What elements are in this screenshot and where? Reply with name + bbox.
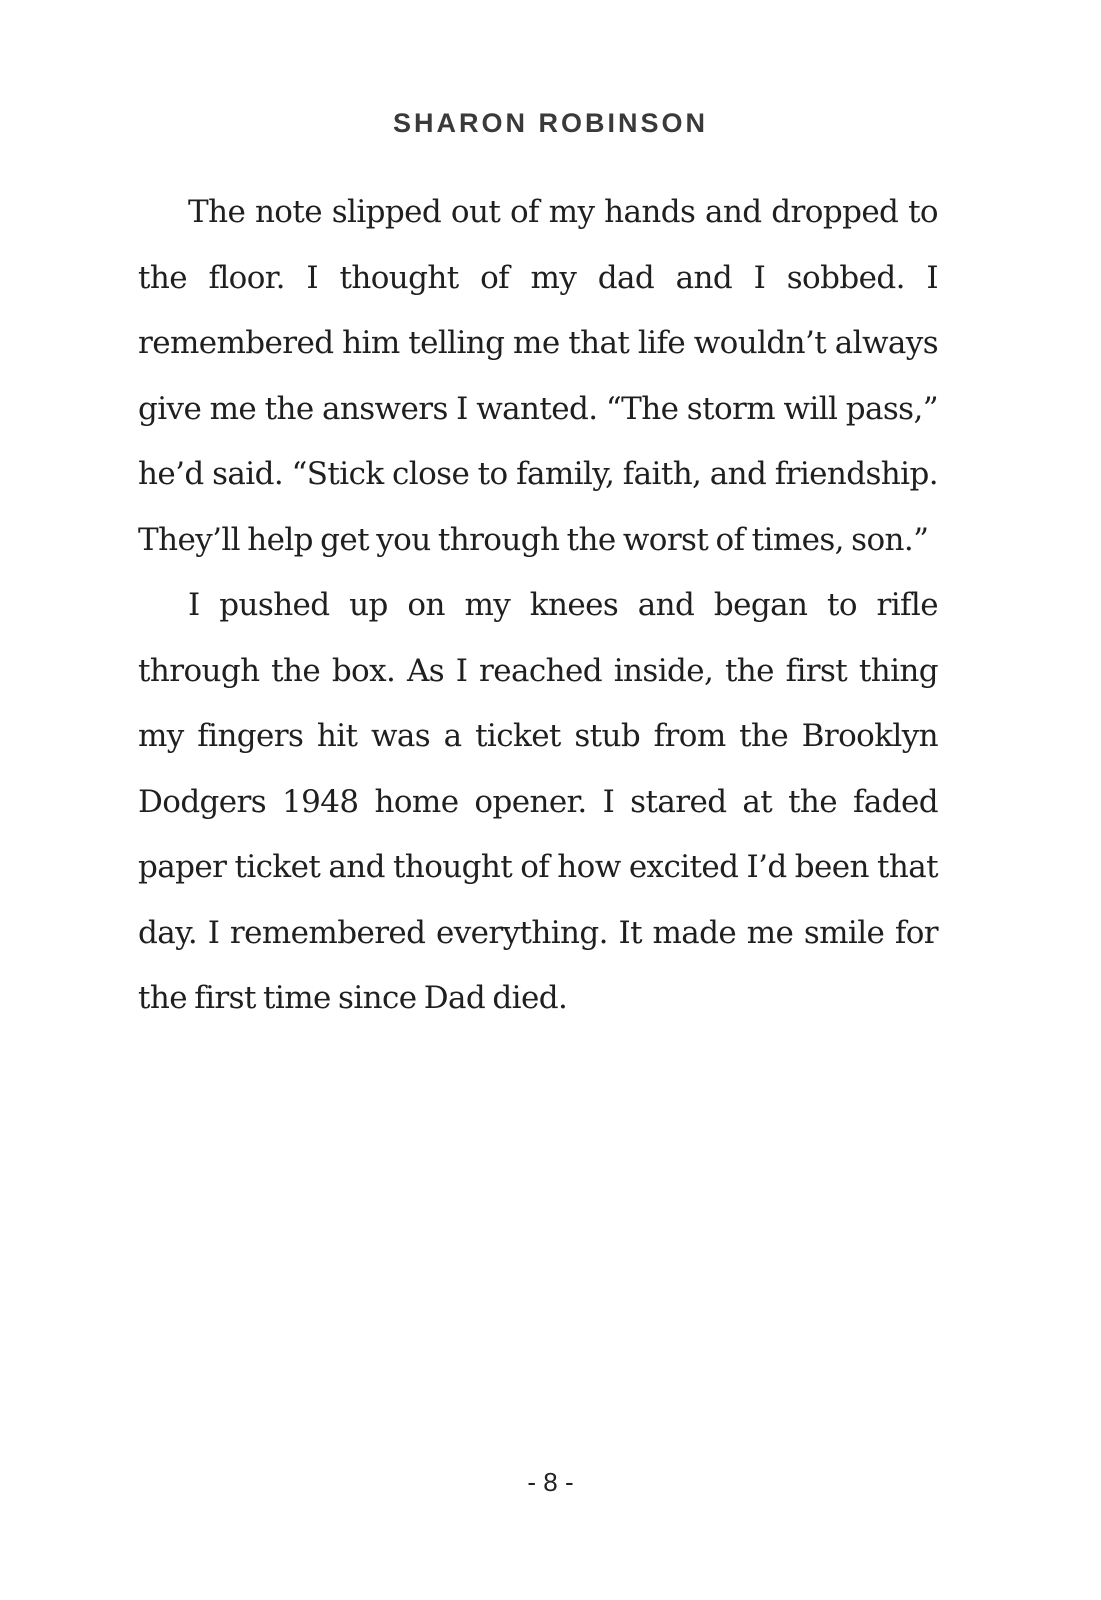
- paragraph: The note slipped out of my hands and dropped to the floor. I thought of my dad and I sobbed. I remembered him telling me that life wouldn’t always give me the answers I wanted. “The storm will pass,” he’d said. “Stick close to family, faith, and friendship. They’ll help get you through the worst of times, son.”: [138, 194, 938, 558]
- body-text: [138, 180, 938, 1032]
- running-head-author: SHARON ROBINSON: [392, 108, 708, 138]
- paragraph: I pushed up on my knees and began to rifle through the box. As I reached inside, the first thing my fingers hit was a ticket stub from the Brooklyn Dodgers 1948 home opener. I stared at the faded paper ticket and thought of how excited I’d been that day. I remembered everything. It made me smile for the first time since Dad died.: [138, 587, 938, 1016]
- page-number: - 8 -: [527, 1467, 574, 1497]
